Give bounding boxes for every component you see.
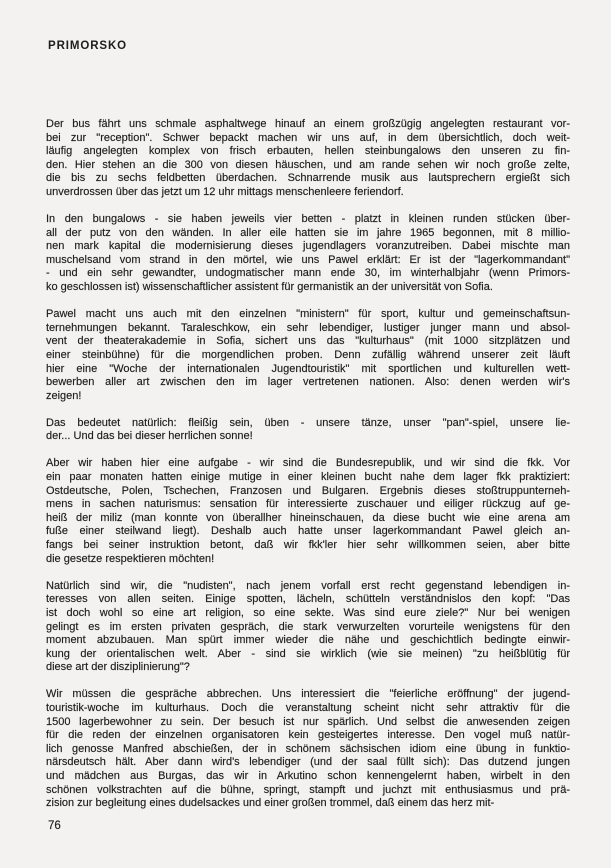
- text-line: hier eine "Woche der internationalen Jugendtouristik" mit sportlichen und kulturellen wett-: [46, 362, 570, 375]
- body-text: [46, 118, 570, 811]
- text-line: bewerben aller art zwischen den im lager vertretenen nationen. Also: denen werden wir's: [46, 376, 570, 389]
- text-line: zision zur begleitung eines dudelsackes und einer großen trommel, daß einem das herz mit-: [46, 797, 495, 810]
- text-line: Der bus fährt uns schmale asphaltwege hinauf an einem großzügig angelegten restaurant vor-: [46, 118, 570, 130]
- text-line: ein paar monaten hatten einige mutige in einer kleinen bucht nahe dem lager fkk praktiziert:: [46, 471, 570, 484]
- text-line: zeigen!: [46, 389, 82, 402]
- text-line: Das bedeutet natürlich: fleißig sein, üben - unsere tänze, unser "pan"-spiel, unsere lie-: [46, 416, 570, 429]
- paragraph: [46, 213, 570, 295]
- text-line: ist doch wohl so eine art religion, so eine sekte. Was sind eure ziele?" Nur bei wenigen: [46, 606, 570, 619]
- text-line: fuße einer steilwand liegt). Deshalb auch hatte unser lagerkommandant Pawel gleich an-: [46, 525, 570, 538]
- text-line: gelingt es im ersten privaten gespräch, die stark verwurzelten vorurteile wenigstens für den: [46, 620, 570, 633]
- text-line: die gesetze respektieren möchten!: [46, 552, 215, 565]
- text-line: touristik-woche im kulturhaus. Doch die veranstaltung scheint nicht sehr attraktiv für die: [46, 701, 570, 714]
- text-line: läufig angelegten komplex von frisch erbauten, hellen steinbungalows den unseren zu fin-: [46, 145, 570, 158]
- text-line: nen mark kapital die modernisierung dieses jugendlagers voranzutreiben. Dabei mischte man: [46, 240, 570, 253]
- paragraph: [46, 417, 570, 444]
- text-line: fangs bei seiner instruktion betont, daß wir fkk'ler hier sehr willkommen seien, aber bitte: [46, 539, 570, 552]
- text-line: närsdeutsch hält. Aber dann wird's lebendiger (und der saal füllt sich): Das dutzend jungen: [46, 756, 570, 769]
- text-line: 1500 lagerbewohner zu sein. Der besuch ist nur spärlich. Und selbst die anwesenden zeigen: [46, 715, 570, 728]
- text-line: schönen volkstrachten auf die bühne, springt, stampft und juchzt mit enthusiasmus und prä-: [46, 783, 570, 796]
- text-line: mens in sachen naturismus: sensation für interessierte zuschauer und eiliger rückzug auf ge-: [46, 498, 570, 511]
- page-header: PRIMORSKO: [48, 40, 128, 52]
- text-line: unverdrossen über das jetzt um 12 uhr mittags menschenleere feriendorf.: [46, 185, 404, 198]
- text-line: Wir müssen die gespräche abbrechen. Uns interessiert die "feierliche eröffnung" der jugend-: [46, 688, 570, 701]
- text-line: Aber wir haben hier eine aufgabe - wir sind die Bundesrepublik, und wir sind die fkk. Vor: [46, 457, 570, 470]
- text-line: Pawel macht uns auch mit den einzelnen "ministern" für sport, kultur und gemeinschaftsun-: [46, 308, 570, 321]
- text-line: - und ein sehr gewandter, undogmatischer mann ende 30, im winterhalbjahr (wenn Primors-: [46, 267, 570, 280]
- page-number: 76: [48, 820, 61, 832]
- paragraph: [46, 457, 570, 566]
- text-line: Ostdeutsche, Polen, Tschechen, Franzosen und Bulgaren. Ergebnis dieses stoßtruppunterneh-: [46, 484, 570, 497]
- paragraph: [46, 580, 570, 675]
- text-line: muschelsand vom strand in den mörtel, wie uns Pawel erklärt: Er ist der "lagerkommandant": [46, 253, 570, 266]
- text-line: der... Und das bei dieser herrlichen sonne!: [46, 430, 253, 443]
- text-line: bei zur "reception". Schwer bepackt machen wir uns auf, in dem übersichtlich, doch weit-: [46, 131, 570, 144]
- text-line: kung der orientalischen welt. Aber - sind sie wirklich (wie sie meinen) "zu heißblütig für: [46, 647, 570, 660]
- paragraph: [46, 308, 570, 403]
- text-line: ko geschlossen ist) wissenschaftlicher assistent für germanistik an der universität von Sofia.: [46, 281, 493, 294]
- text-line: lich genosse Manfred abschießen, der in schönem sächsischen idiom eine übung in funktio-: [46, 742, 570, 755]
- text-line: all der putz von den wänden. In aller eile hatten sie im jahre 1965 begonnen, mit 8 millio-: [46, 226, 570, 239]
- text-line: vent der theaterakademie in Sofia, sichert uns das "kulturhaus" (mit 1000 sitzplätzen und: [46, 335, 570, 348]
- text-line: heiß der miliz (man konnte von überallher hineinschauen, da diese bucht wie eine arena am: [46, 511, 570, 524]
- text-line: ternehmungen bekannt. Taraleschkow, ein sehr lebendiger, lustiger junger mann und absol-: [46, 321, 570, 334]
- text-line: die bis zu sechs feldbetten überdachen. Schnarrende musik aus lautsprechern ergießt sich: [46, 172, 570, 185]
- text-line: den. Hier stehen an die 300 von diesen häuschen, und am rande sehen wir noch große zelte,: [46, 158, 570, 171]
- text-line: In den bungalows - sie haben jeweils vier betten - platzt in kleinen runden stücken über-: [46, 213, 570, 226]
- paragraph: [46, 688, 570, 810]
- text-line: moment abzubauen. Man spürt immer wieder die nähe und geschichtlich bedingte einwir-: [46, 634, 570, 647]
- text-line: einer steinbühne) für die morgendlichen proben. Denn zufällig während unserer zeit läuft: [46, 348, 570, 361]
- text-line: Natürlich sind wir, die "nudisten", nach jenem vorfall erst recht gegenstand lebendigen in-: [46, 579, 570, 592]
- text-line: für die reden der einzelnen organisatoren kein gesteigertes interesse. Den vogel muß natür-: [46, 729, 570, 742]
- text-line: diese art der disziplinierung"?: [46, 661, 190, 674]
- text-line: und mädchen aus Burgas, das wir in Arkutino schon kennengelernt haben, wirbelt in den: [46, 769, 570, 782]
- paragraph: [46, 118, 570, 200]
- text-line: teresses von allen seiten. Einige spotten, lächeln, schütteln verständnislos den kopf: "Das: [46, 593, 570, 606]
